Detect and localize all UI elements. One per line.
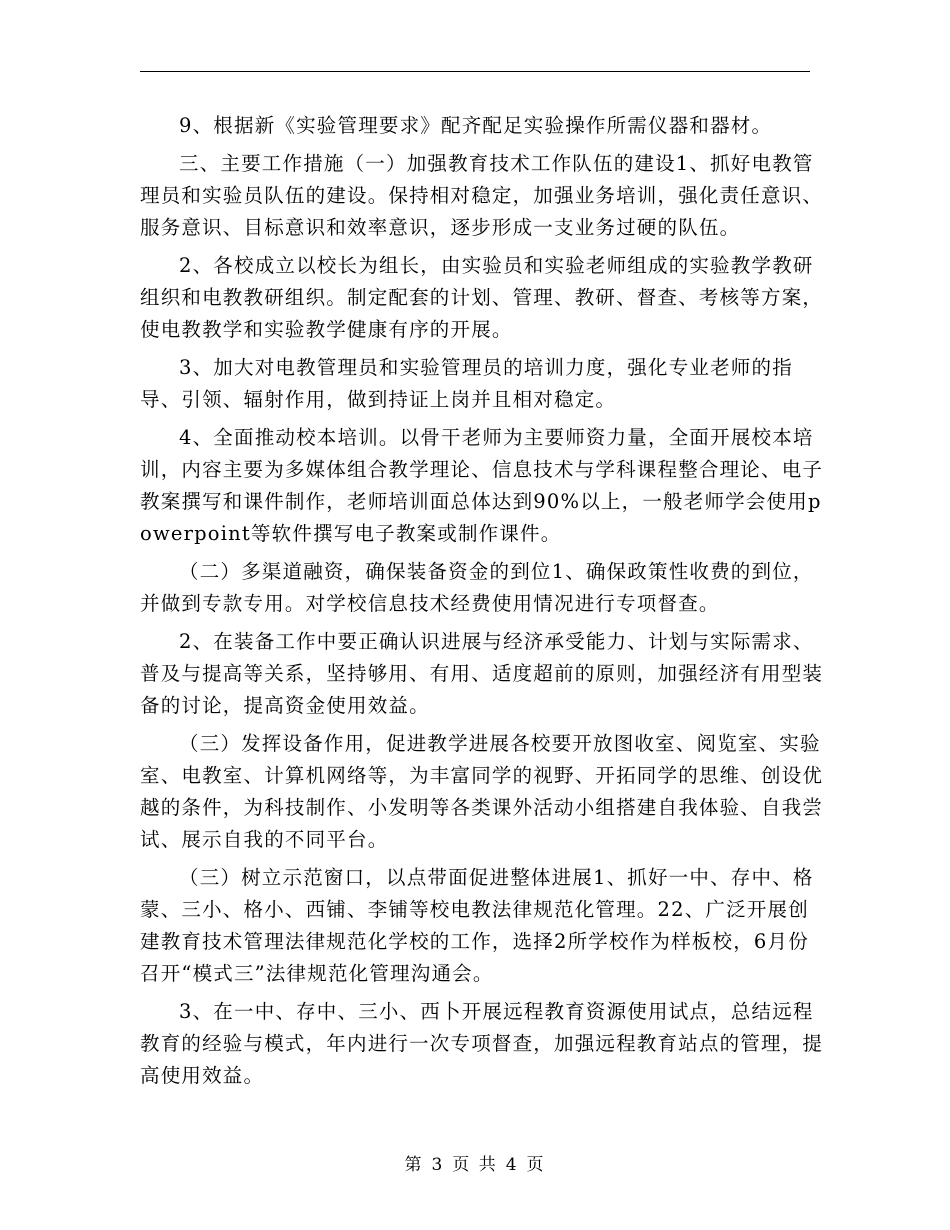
paragraph-9: （三）树立示范窗口，以点带面促进整体进展1、抓好一中、存中、格蒙、三小、格小、西铺、李铺等校电教法律规范化管理。22、广泛开展创建教育技术管理法律规范化学校的工作，选择2所学校作为样板校，6月份召开“模式三”法律规范化管理沟通会。 (140, 866, 814, 985)
header-rule (140, 71, 810, 72)
paragraph-3: 2、各校成立以校长为组长，由实验员和实验老师组成的实验教学教研组织和电教教研组织。制定配套的计划、管理、教研、督查、考核等方案，使电教教学和实验教学健康有序的开展。 (140, 254, 824, 341)
footer-middle: 页 共 (452, 1155, 498, 1175)
paragraph-5: 4、全面推动校本培训。以骨干老师为主要师资力量，全面开展校本培训，内容主要为多媒体组合教学理论、信息技术与学科课程整合理论、电子教案撰写和课件制作，老师培训面总体达到90%以上，一般老师学会使用powerpoint等软件撰写电子教案或制作课件。 (140, 426, 824, 545)
footer-current-page: 3 (431, 1155, 445, 1175)
footer-total-pages: 4 (505, 1155, 519, 1175)
paragraph-8: （三）发挥设备作用，促进教学进展各校要开放图收室、阅览室、实验室、电教室、计算机网络等，为丰富同学的视野、开拓同学的思维、创设优越的条件，为科技制作、小发明等各类课外活动小组搭建自我体验、自我尝试、展示自我的不同平台。 (140, 732, 824, 851)
paragraph-7: 2、在装备工作中要正确认识进展与经济承受能力、计划与实际需求、普及与提高等关系，坚持够用、有用、适度超前的原则，加强经济有用型装备的讨论，提高资金使用效益。 (140, 630, 824, 717)
paragraph-6: （二）多渠道融资，确保装备资金的到位1、确保政策性收费的到位，并做到专款专用。对学校信息技术经费使用情况进行专项督查。 (140, 560, 814, 615)
paragraph-10: 3、在一中、存中、三小、西卜开展远程教育资源使用试点，总结远程教育的经验与模式，年内进行一次专项督查，加强远程教育站点的管理，提高使用效益。 (140, 1000, 824, 1087)
footer-suffix: 页 (526, 1155, 546, 1175)
page-footer (0, 1150, 950, 1175)
document-body (140, 110, 825, 1098)
paragraph-2: 三、主要工作措施（一）加强教育技术工作队伍的建设1、抓好电教管理员和实验员队伍的建设。保持相对稳定，加强业务培训，强化责任意识、服务意识、目标意识和效率意识，逐步形成一支业务过硬的队伍。 (140, 152, 824, 239)
footer-prefix: 第 (404, 1155, 424, 1175)
paragraph-1: 9、根据新《实验管理要求》配齐配足实验操作所需仪器和器材。 (179, 114, 773, 137)
paragraph-4: 3、加大对电教管理员和实验管理员的培训力度，强化专业老师的指导、引领、辐射作用，做到持证上岗并且相对稳定。 (140, 356, 793, 411)
